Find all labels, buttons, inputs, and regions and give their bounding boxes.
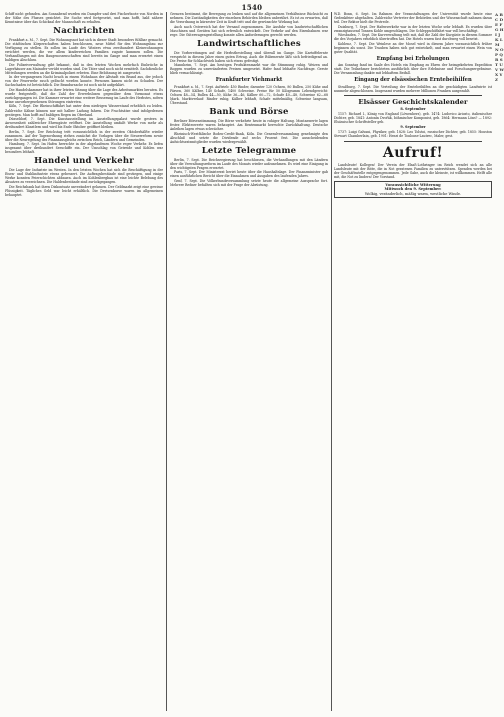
column-rule [166, 12, 167, 711]
paragraph: Wiesbaden, 7. Sept. Die Kurverwaltung teilt mit, daß die Zahl der Kurgäste in diesem Sommer die des Vorjahres erheblich übertroffen hat. Die Hotels waren fast durchweg voll besetzt. [334, 33, 492, 42]
paragraph: Duisburg, 7. Sept. Der Hafenverkehr war in der letzten Woche sehr lebhaft. Es wurden über zwanzigtausend Tonnen Kohle umgeschlagen. Die Schleppschiffahrt war voll beschäftigt. [334, 24, 492, 33]
section-heading-handel: Handel und Verkehr [34, 156, 134, 167]
paragraph: Auch nach Osterreich hat der Versand zugenommen. Die Ausfuhr von landwirtschaftlichen Maschinen und Geräten hat sich erfreulich entwickelt. Der Verkehr auf den Eisenbahnen war rege. Die Güterwagengestellung konnte allen Anforderungen gerecht werden. [170, 24, 328, 37]
section-heading-viehmarkt: Frankfurter Viehmarkt [215, 77, 283, 84]
paragraph: Mannheim, 7. Sept. Am heutigen Produktenmarkt war die Stimmung ruhig. Weizen und Roggen wurden zu unveränderten Preisen umgesetzt. Hafer fand lebhafte Nachfrage. Gerste blieb vernachlässigt. [170, 63, 328, 76]
paragraph: 1157: Richard I., König von England (Löwenherz), geb. 1474: Ludovico Ariosto, italienischer Dichter, geb. 1841: Antonín Dvořák, böhmischer Komponist, geb. 1864: Hermann Löns? — 1892: Elsässischer Schriftsteller geb. [334, 112, 492, 125]
paragraph: 1737: Luigi Galvani, Physiker, geb. 1828: Leo Tolstoi, russischer Dichter, geb. 1855: Houston Stewart Chamberlain, geb. 1901: Henri de Toulouse-Lautrec, Maler, gest. [334, 130, 492, 139]
paragraph: W.D. Bonn, 6. Sept. Im Rahmen der Veranstaltungen der Universität wurde heute eine Gedenkfeier abgehalten. Zahlreiche Vertreter der Behörden und der Wissenschaft nahmen daran teil. Der Rektor hielt die Festrede. [334, 12, 492, 25]
section-heading-landwirtschaft: Landwirtschaftliches [197, 38, 301, 49]
edge-text: A B C D E F G H I J K L M N O P Q R S T U V W X Y Z [495, 12, 504, 82]
paragraph: Am Sonntag fand im Saale des Hotels ein Empfang zu Ehren der heimgekehrten Expedition statt. Die Teilnehmer berichteten ausführlich über ihre Erlebnisse und Forschungsergebnisse. Die Versammlung dankte mit lebhaftem Beifall. [334, 63, 492, 76]
page-number: 1540 [241, 3, 263, 12]
paragraph: Berlin, 7. Sept. Der Reichstag tritt voraussichtlich in der zweiten Oktoberhälfte wieder zusammen. Auf der Tagesordnung stehen zunächst die Vorlagen über die Steuerreform sowie über die Neuregelung des Finanzausgleichs zwischen Reich, Ländern und Gemeinden. [5, 129, 163, 142]
paragraph: Frankfurt a. M., 7. Sept. Auftrieb: 450 Rinder, darunter 120 Ochsen, 80 Bullen, 250 Kühe und Färsen, 360 Kälber, 140 Schafe, 1400 Schweine. Preise für 50 Kilogramm Lebendgewicht: Ochsen 48—54, Bullen 44—50, Kühe 36—46, Kälber 60—72, Schafe 40—48, Schweine 62—68 Mark. Marktverlauf: Rinder ruhig, Kälber lebhaft, Schafe mittelmäßig, Schweine langsam, Überstand. [170, 84, 328, 106]
paragraph: Hamburg, 7. Sept. Im Hafen herrschte in der abgelaufenen Woche reger Verkehr. Es liefen insgesamt über dreihundert Seeschiffe ein. Der Umschlag von Getreide und Kohlen war besonders lebhaft. [5, 142, 163, 155]
paragraph: Berliner Börsenstimmung. Die Börse verkehrte heute in ruhiger Haltung. Montanwerte lagen fester. Elektrowerte waren behauptet. Am Rentenmarkt herrschte Zurückhaltung. Deutsche Anleihen lagen etwas schwächer. [170, 119, 328, 132]
paragraph: In der vergangenen Nacht brach in einem Wohnhaus der Altstadt ein Brand aus, der jedoch von der Feuerwehr rasch gelöscht werden konnte. Personen kamen nicht zu Schaden. Der Sachschaden ist beträchtlich. Die Brandursache ist noch nicht aufgeklärt. [5, 75, 163, 88]
section-heading-telegramme: Letzte Telegramme [201, 145, 297, 156]
paragraph: Köln, 7. Sept. Die Rheinschiffahrt hat unter dem niedrigen Wasserstand erheblich zu leiden. Zahlreiche Kähne können nur mit halber Ladung fahren. Die Frachtsätze sind infolgedessen gestiegen. Man hofft auf baldigen Regen im Oberland. [5, 104, 163, 117]
column-2 [170, 12, 328, 711]
paragraph: Paris, 7. Sept. Der Ministerrat beriet heute über die Haushaltslage. Der Finanzminister gab einen ausführlichen Bericht über die Einnahmen und Ausgaben des laufenden Jahres. [170, 170, 328, 179]
paragraph: Landsleute! Kollegen! Der Verein der Elsaß-Lothringer im Reich wendet sich an alle Landsleute mit der Bitte, die in Not geratenen Familien zu unterstützen. Spenden werden bei der Geschäftsstelle entgegengenommen. Jede Gabe, auch die kleinste, ist willkommen. Helft alle mit, die Not zu lindern! Der Vorstand. [334, 162, 492, 179]
weather-text: Wolkig, veränderlich, mäßig warm, westliche Winde. [364, 191, 462, 196]
paragraph: Die Handelskammer hat in ihrer letzten Sitzung über die Lage des Arbeitsmarktes beraten. Es wurde festgestellt, daß die Zahl der Erwerbslosen gegenüber dem Vormonat etwas zurückgegangen ist. Die Kammer erwartet eine weitere Besserung im Laufe des Herbstes, sofern keine unvorhergesehenen Störungen eintreten. [5, 87, 163, 105]
paragraph: Genf, 7. Sept. Die Völkerbundsversammlung setzte heute die allgemeine Aussprache fort. Mehrere Redner befaßten sich mit der Frage der Abrüstung. [170, 178, 328, 187]
paragraph: Die Reichsbank hat ihren Diskontsatz unverändert gelassen. Der Geldmarkt zeigt eine gewisse Flüssigkeit. Tägliches Geld war leicht erhältlich. Die Devisenkurse waren im allgemeinen behauptet. [5, 184, 163, 197]
kalender-date: 9. September [400, 125, 426, 130]
paragraph: Grenzen bestimmt, die Bewegung zu lenken und auf die allgemeinen Verhältnisse Rücksicht zu nehmen. Die Zuständigkeiten der einzelnen Behörden bleiben unberührt. Es ist zu erwarten, daß die Verordnung in kürzester Zeit in Kraft tritt und die gewünschte Wirkung hat. [170, 12, 328, 25]
weather-subtitle: Mittwoch den 9. September: [384, 187, 442, 192]
section-heading-erholung: Empfang bei Erholungen [376, 55, 450, 62]
weather-box [334, 181, 492, 198]
section-heading-bank: Bank und Börse [209, 107, 289, 118]
divider [344, 95, 482, 96]
paragraph: Schiff nicht gefunden. Am Sonnabend wurden ein Dampfer und drei Fischerboote von Norden in der Nähe des Flusses gesichtet. Die Suche wird fortgesetzt, und man hofft, bald nähere Kenntnisse über das Schicksal der Mannschaft zu erhalten. [5, 12, 163, 25]
paragraph: Düsseldorf, 7. Sept. Die Kunstausstellung im Ausstellungspalast wurde gestern in Anwesenheit zahlreicher Ehrengäste eröffnet. Die Ausstellung umfaßt Werke von mehr als dreihundert Künstlern und wird bis Ende Oktober geöffnet bleiben. [5, 116, 163, 130]
adjacent-page-edge [494, 12, 504, 711]
divider [344, 141, 482, 142]
paragraph: Die Polizeiverwaltung gibt bekannt, daß in den letzten Wochen mehrfach Einbrüche in Lagerhäuser am Mainufer verübt worden sind. Die Täter sind noch nicht ermittelt. Sachdienliche Mitteilungen werden an die Kriminalpolizei erbeten. Eine Belohnung ist ausgesetzt. [5, 62, 163, 75]
column-rule [331, 12, 332, 711]
kalender-date: 8. September [400, 106, 426, 111]
paragraph: Rheinisch-Westfälische Boden-Credit-Bank, Köln. Die Generalversammlung genehmigte den Abschluß und setzte die Dividende auf sechs Prozent fest. Die ausscheidenden Aufsichtsratsmitglieder wurden wiedergewählt. [170, 131, 328, 144]
section-heading-elsass: Eingang der elsässischen Erntebeihilfen [354, 77, 472, 84]
weather-title: Voraussichtliche Witterung [385, 182, 441, 187]
column-1 [5, 12, 163, 711]
paragraph: Frankfurt a. M., 7. Sept. Die Wohnungsnot hat sich in dieser Stadt besonders fühlbar gemacht. Die städtischen Körperschaften haben beschlossen, neue Mittel für den Wohnungsbau zur Verfügung zu stellen. Es sollen im Laufe des Winters etwa zweihundert Kleinwohnungen errichtet werden, die vor allem kinderreichen Familien zugute kommen sollen. Die Verhandlungen mit den Baugenossenschaften sind bereits im Gange und man erwartet einen baldigen Abschluss. [5, 38, 163, 63]
section-heading-nachrichten: Nachrichten [53, 26, 115, 37]
column-3 [334, 12, 492, 711]
paragraph: Die Lage der Industrie im Westen. In den letzten Wochen hat sich die Beschäftigung in der Eisen- und Stahlindustrie etwas gebessert. Die Auftragsbestände sind gestiegen, und einige Werke konnten Feierschichten abbauen. Auch im Kohlenbergbau ist eine leichte Belebung des Absatzes zu verzeichnen. Die Haldenbestände sind zurückgegangen. [5, 168, 163, 185]
paragraph: Die Vorbereitungen auf die Herbstbestellung sind überall im Gange. Die Kartoffelernte verspricht in diesem Jahre einen guten Ertrag. Auch die Rübenernte läßt sich befriedigend an. Die Preise für Schlachtvieh haben sich etwas gefestigt. [170, 50, 328, 63]
section-heading-aufruf: Aufruf! [382, 144, 444, 161]
paragraph: Berlin, 7. Sept. Die Reichsregierung hat beschlossen, die Verhandlungen mit den Ländern über die Verwaltungsreform im Laufe des Monats wieder aufzunehmen. Es wird eine Einigung in den wichtigsten Fragen erwartet. [170, 157, 328, 170]
section-heading-kalender: Elsässer Geschichtskalender [358, 97, 468, 106]
paragraph: Koblenz, 7. Sept. Die Weinlese an der Mosel wird in diesem Jahre voraussichtlich früher beginnen als sonst. Die Trauben haben sich gut entwickelt, und man erwartet einen Wein von guter Qualität. [334, 41, 492, 54]
paragraph: Straßburg, 7. Sept. Die Verteilung der Erntebeihilfen an die geschädigten Landwirte ist nunmehr abgeschlossen. Insgesamt wurden mehrere Millionen Franken ausgezahlt. [334, 84, 492, 93]
